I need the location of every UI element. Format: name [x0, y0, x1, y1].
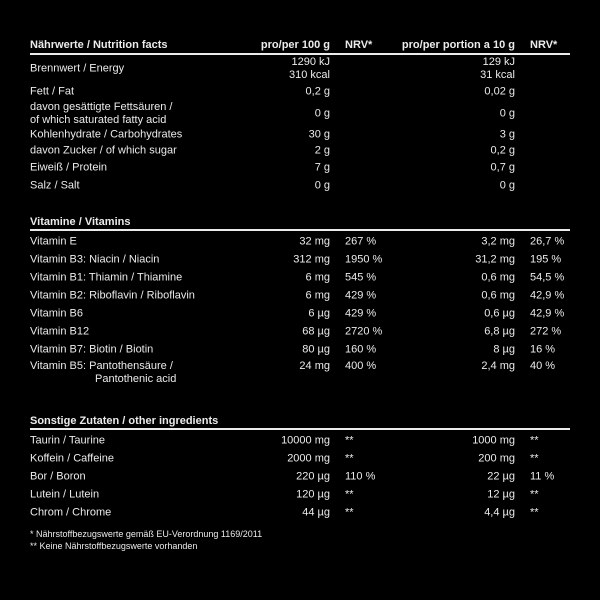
row-label: Vitamin B1: Thiamin / Thiamine	[30, 271, 183, 284]
nutrition-label	[30, 38, 570, 552]
table-header-row	[30, 38, 570, 55]
nrv-per-100g: 1950 %	[345, 253, 383, 266]
row-label: Vitamin B2: Riboflavin / Riboflavin	[30, 289, 195, 302]
value-per-portion: 4,4 µg	[484, 506, 515, 519]
value-per-portion: 12 µg	[487, 488, 515, 501]
value-per-portion: 0,6 mg	[481, 271, 515, 284]
value-per-100g: 80 µg	[302, 343, 330, 356]
nrv-per-100g: 429 %	[345, 289, 377, 302]
nrv-per-portion: 272 %	[530, 325, 562, 338]
value-per-portion: 3 g	[499, 128, 515, 141]
nrv-per-portion: 42,9 %	[530, 307, 565, 320]
value-per-100g: 0 g	[314, 179, 330, 192]
value-per-100g: 24 mg	[299, 360, 330, 372]
value-per-portion: 0,02 g	[484, 85, 515, 98]
value-per-100g: 6 mg	[305, 271, 330, 284]
value-per-100g: 0,2 g	[305, 85, 330, 98]
nrv-per-portion: 26,7 %	[530, 235, 565, 248]
table-row	[30, 468, 570, 486]
table-row	[30, 269, 570, 287]
nrv-per-100g: 160 %	[345, 343, 377, 356]
value-per-100g: 0 g	[314, 107, 330, 120]
value-per-100g: 30 g	[308, 128, 330, 141]
table-row	[30, 504, 570, 522]
nrv-per-portion: **	[530, 506, 539, 519]
nrv-per-100g: **	[345, 434, 354, 447]
header-nrv-100g: NRV*	[345, 39, 373, 51]
value-per-100g: 1290 kJ 310 kcal	[289, 56, 330, 81]
footnote-nrv-reference: * Nährstoffbezugswerte gemäß EU-Verordnung 1169/2011	[30, 529, 263, 539]
other-ingredients-section-title: Sonstige Zutaten / other ingredients	[30, 414, 570, 430]
value-per-portion: 0 g	[499, 179, 515, 192]
table-row	[30, 323, 570, 341]
value-per-portion: 3,2 mg	[481, 235, 515, 248]
value-per-100g: 312 mg	[293, 253, 330, 266]
header-nutrition-facts: Nährwerte / Nutrition facts	[30, 39, 168, 51]
table-row	[30, 55, 570, 83]
value-per-portion: 129 kJ 31 kcal	[480, 56, 515, 81]
row-label: Bor / Boron	[30, 470, 86, 483]
vitamins-rows	[30, 233, 570, 395]
row-label: Vitamin B6	[30, 307, 83, 320]
value-per-100g: 32 mg	[299, 235, 330, 248]
value-per-portion: 2,4 mg	[481, 360, 515, 372]
table-row	[30, 341, 570, 359]
value-per-portion: 31,2 mg	[475, 253, 515, 266]
row-label: Vitamin B5: Pantothensäure / Pantothenic acid	[30, 360, 177, 385]
row-label: davon gesättigte Fettsäuren / of which saturated fatty acid	[30, 101, 173, 126]
value-per-100g: 68 µg	[302, 325, 330, 338]
row-label: Fett / Fat	[30, 85, 75, 98]
nrv-per-100g: 429 %	[345, 307, 377, 320]
table-row	[30, 287, 570, 305]
row-label: Vitamin B3: Niacin / Niacin	[30, 253, 160, 266]
table-row	[30, 305, 570, 323]
value-per-100g: 220 µg	[296, 470, 330, 483]
row-label: davon Zucker / of which sugar	[30, 144, 177, 157]
value-per-100g: 7 g	[314, 161, 330, 174]
nrv-per-portion: **	[530, 488, 539, 501]
table-row	[30, 359, 570, 395]
header-per-portion: pro/per portion a 10 g	[401, 39, 515, 51]
table-row	[30, 101, 570, 127]
row-label: Brennwert / Energy	[30, 62, 125, 75]
nrv-per-portion: 42,9 %	[530, 289, 565, 302]
nutrition-rows	[30, 55, 570, 195]
row-label: Chrom / Chrome	[30, 506, 112, 519]
nrv-per-100g: **	[345, 506, 354, 519]
row-label: Kohlenhydrate / Carbohydrates	[30, 128, 183, 141]
row-label: Koffein / Caffeine	[30, 452, 114, 465]
table-row	[30, 83, 570, 101]
table-row	[30, 450, 570, 468]
footnotes	[30, 529, 570, 552]
row-label: Vitamin B7: Biotin / Biotin	[30, 343, 154, 356]
nrv-per-portion: **	[530, 434, 539, 447]
value-per-portion: 0 g	[499, 107, 515, 120]
value-per-100g: 6 µg	[308, 307, 330, 320]
nrv-per-100g: 267 %	[345, 235, 377, 248]
other-ingredients-rows	[30, 432, 570, 522]
nrv-per-100g: 2720 %	[345, 325, 383, 338]
value-per-100g: 120 µg	[296, 488, 330, 501]
value-per-portion: 6,8 µg	[484, 325, 515, 338]
value-per-portion: 1000 mg	[472, 434, 515, 447]
nrv-per-100g: 400 %	[345, 360, 377, 372]
table-row	[30, 233, 570, 251]
nrv-per-100g: **	[345, 452, 354, 465]
nrv-per-100g: 545 %	[345, 271, 377, 284]
table-row	[30, 127, 570, 143]
nrv-per-portion: 40 %	[530, 360, 556, 372]
table-row	[30, 251, 570, 269]
value-per-portion: 0,7 g	[490, 161, 515, 174]
nrv-per-portion: 195 %	[530, 253, 562, 266]
value-per-100g: 10000 mg	[281, 434, 330, 447]
value-per-portion: 200 mg	[478, 452, 515, 465]
nrv-per-portion: **	[530, 452, 539, 465]
table-row	[30, 159, 570, 177]
header-per-100g: pro/per 100 g	[260, 39, 330, 51]
value-per-100g: 2 g	[314, 144, 330, 157]
table-row	[30, 143, 570, 159]
value-per-portion: 22 µg	[487, 470, 515, 483]
header-nrv-portion: NRV*	[530, 39, 558, 51]
nrv-per-portion: 11 %	[530, 470, 555, 483]
row-label: Lutein / Lutein	[30, 488, 100, 501]
nrv-per-portion: 16 %	[530, 343, 556, 356]
table-row	[30, 432, 570, 450]
nrv-per-portion: 54,5 %	[530, 271, 565, 284]
value-per-100g: 6 mg	[305, 289, 330, 302]
row-label: Salz / Salt	[30, 179, 80, 192]
table-row	[30, 177, 570, 195]
row-label: Eiweiß / Protein	[30, 161, 108, 174]
value-per-100g: 44 µg	[302, 506, 330, 519]
footnote-no-nrv: ** Keine Nährstoffbezugswerte vorhanden	[30, 540, 198, 551]
row-label: Taurin / Taurine	[30, 434, 106, 447]
value-per-portion: 0,6 µg	[484, 307, 515, 320]
value-per-portion: 8 µg	[493, 343, 515, 356]
section-vitamins	[30, 215, 570, 395]
section-other-ingredients	[30, 414, 570, 522]
value-per-portion: 0,6 mg	[481, 289, 515, 302]
row-label: Vitamin B12	[30, 325, 90, 338]
nrv-per-100g: **	[345, 488, 354, 501]
table-row	[30, 486, 570, 504]
nrv-per-100g: 110 %	[345, 470, 376, 483]
vitamins-section-title: Vitamine / Vitamins	[30, 215, 570, 231]
value-per-100g: 2000 mg	[287, 452, 330, 465]
section-nutrition	[30, 55, 570, 195]
value-per-portion: 0,2 g	[490, 144, 515, 157]
row-label: Vitamin E	[30, 235, 77, 248]
